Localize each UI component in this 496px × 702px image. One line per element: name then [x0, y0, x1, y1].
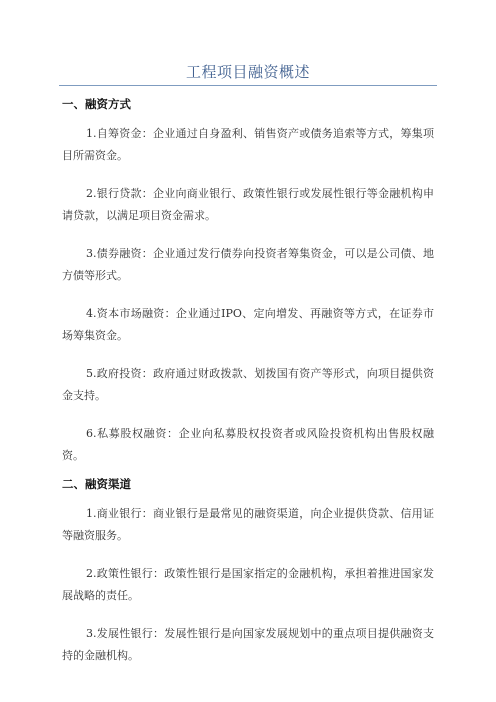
paragraph-bank-loans: 2.银行贷款：企业向商业银行、政策性银行或发展性银行等金融机构申请贷款，以满足项目资金需求。: [62, 187, 434, 222]
paragraph-policy-banks: 2.政策性银行：政策性银行是国家指定的金融机构，承担着推进国家发展战略的责任。: [62, 567, 434, 602]
paragraph-development-banks: 3.发展性银行：发展性银行是向国家发展规划中的重点项目提供融资支持的金融机构。: [62, 627, 434, 662]
paragraph-bond-financing: 3.债券融资：企业通过发行债券向投资者筹集资金，可以是公司债、地方债等形式。: [62, 247, 434, 282]
section-heading-financing-channels: 二、融资渠道: [62, 477, 131, 491]
paragraph-capital-market: 4.资本市场融资：企业通过IPO、定向增发、再融资等方式，在证券市场筹集资金。: [62, 307, 434, 342]
section-heading-financing-methods: 一、融资方式: [62, 97, 131, 111]
paragraph-self-raised-funds: 1.自筹资金：企业通过自身盈利、销售资产或债务追索等方式，筹集项目所需资金。: [62, 127, 434, 162]
title-underline: [59, 85, 437, 86]
paragraph-commercial-banks: 1.商业银行：商业银行是最常见的融资渠道，向企业提供贷款、信用证等融资服务。: [62, 507, 434, 542]
paragraph-government-investment: 5.政府投资：政府通过财政拨款、划拨国有资产等形式，向项目提供资金支持。: [62, 367, 434, 402]
paragraph-private-equity: 6.私募股权融资：企业向私募股权投资者或风险投资机构出售股权融资。: [62, 427, 434, 462]
document-title: 工程项目融资概述: [185, 63, 310, 81]
